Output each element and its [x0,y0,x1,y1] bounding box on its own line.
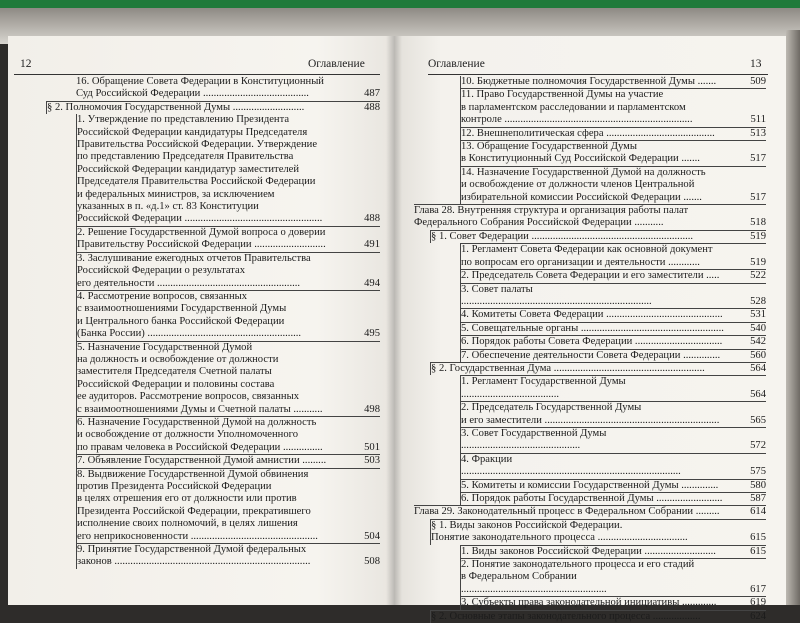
toc-entry-page: 614 [750,506,766,518]
toc-entry [76,454,380,467]
toc-entry [460,269,766,282]
toc-entry-title: 1. Виды законов Российской Федерации ........................... [461,545,716,557]
toc-entry-title: 1. Утверждение по представлению Президента Российской Федерации кандидатуры Председателя Правительства Российской Федерации. Утверждение по представлению Председателя Правительства Российской Федерации кандидатур заместителей Председателя Правительства Российской Федерации и федеральных министров, за исключением указанных в п. «д.1» ст. 83 Конституции Российской Федерации .................................................... [77,114,323,225]
book-right-edge [786,30,800,605]
toc-entry-title: 9. Принятие Государственной Думой федеральных законов .......................................................................... [77,544,311,568]
toc-entry-title: § 1. Виды законов Российской Федерации. Понятие законодательного процесса .................................. [431,519,688,544]
toc-entry [460,140,766,166]
toc-entry-page: 615 [750,532,766,544]
toc-entry [76,543,380,569]
toc-entry-page: 498 [364,403,380,415]
toc-entry-title: 11. Право Государственной Думы на участие в парламентском расследовании и парламентском контроле ....................................................................... [461,89,693,126]
toc-entry [76,114,380,226]
toc-entry-title: 3. Заслушивание ежегодных отчетов Правительства Российской Федерации о результатах его деятельности ...................................................... [77,252,311,289]
toc-entry-title: 3. Субъекты права законодательной инициативы ............. [461,597,717,609]
left-header-rule [14,74,380,75]
toc-entry-page: 540 [750,322,766,334]
toc-entry [430,362,766,375]
toc-entry-page: 528 [750,295,766,307]
toc-entry-title: 8. Выдвижение Государственной Думой обвинения против Президента Российской Федерации в целях отрешения его от должности или против Президента Российской Федерации, прекратившего исполнение своих полномочий, в целях лишения его неприкосновенности ................................................ [77,468,318,542]
toc-entry [460,308,766,321]
toc-entry-title: 14. Назначение Государственной Думой на должность и освобождение от должности членов Центральной избирательной комиссии Российской Федерации ....... [461,166,706,203]
toc-entry-title: 10. Бюджетные полномочия Государственной Думы ....... [461,76,717,87]
toc-entry [460,545,766,558]
toc-entry [460,283,766,309]
toc-entry-title: 3. Совет Государственной Думы ............................................. [461,427,607,452]
toc-entry-page: 564 [750,362,766,374]
toc-entry-title: § 1. Совет Федерации ............................................................. [431,230,694,242]
toc-entry-title: 7. Обеспечение деятельности Совета Федерации .............. [461,349,721,361]
toc-entry-page: 617 [750,583,766,595]
toc-entry-title: 2. Председатель Государственной Думы и его заместители .................................................................. [461,402,720,426]
left-running-head: Оглавление [308,58,365,70]
toc-entry-page: 487 [364,88,380,100]
toc-entry [460,322,766,335]
toc-entry-page: 501 [364,441,380,453]
toc-entry-page: 575 [750,466,766,478]
toc-entry [460,492,766,505]
toc-entry-page: 519 [750,256,766,268]
toc-entry-page: 572 [750,440,766,452]
toc-entry-page: 619 [750,597,766,609]
toc-entry [460,375,766,401]
toc-entry-page: 542 [750,336,766,348]
toc-entry-page: 531 [750,309,766,321]
toc-entry [460,166,766,204]
toc-entry-page: 517 [750,153,766,165]
toc-entry-title: 13. Обращение Государственной Думы в Конституционный Суд Российской Федерации ....... [461,141,700,165]
toc-entry-page: 580 [750,479,766,491]
toc-entry-page: 565 [750,414,766,426]
toc-entry [460,453,766,479]
toc-entry-page: 615 [750,545,766,557]
toc-entry [76,252,380,290]
toc-entry-page: 519 [750,230,766,242]
toc-entry [430,519,766,545]
toc-entry [414,204,766,230]
toc-entry-page: 518 [750,217,766,229]
toc-entry-page: 488 [364,101,380,113]
toc-entry [430,610,766,623]
toc-entry [460,335,766,348]
toc-entry-page: 522 [750,270,766,282]
toc-entry-page: 513 [750,127,766,139]
toc-entry [460,558,766,596]
toc-entry-title: 4. Фракции ................................................................................... [461,453,681,478]
toc-entry-page: 488 [364,213,380,225]
left-toc-list [8,76,380,569]
toc-entry [76,76,380,101]
toc-entry-page: 517 [750,191,766,203]
toc-entry-title: Глава 29. Законодательный процесс в Федеральном Собрании ......... [414,506,720,518]
toc-entry [460,349,766,362]
toc-entry-page: 504 [364,530,380,542]
toc-entry-title: 4. Комитеты Совета Федерации ............................................ [461,309,723,321]
toc-entry-page: 587 [750,493,766,504]
toc-entry [460,401,766,427]
right-running-head: Оглавление [428,58,485,70]
toc-entry-title: § 2. Полномочия Государственной Думы ........................... [47,101,305,113]
toc-entry [76,341,380,416]
toc-entry-title: 2. Председатель Совета Федерации и его заместители ..... [461,270,720,282]
toc-entry-page: 560 [750,349,766,361]
toc-entry-page: 495 [364,328,380,340]
toc-entry-title: 1. Регламент Государственной Думы ..................................... [461,376,626,400]
toc-entry-title: 12. Внешнеполитическая сфера ......................................... [461,127,715,139]
toc-entry [460,88,766,126]
toc-entry [414,505,766,518]
toc-entry [76,468,380,543]
toc-entry [460,479,766,492]
toc-entry [76,226,380,252]
right-page [394,36,786,622]
toc-entry-page: 494 [364,277,380,289]
toc-entry-page: 491 [364,239,380,251]
left-page-number: 12 [20,58,32,70]
toc-entry-title: 5. Комитеты и комиссии Государственной Думы .............. [461,479,719,491]
toc-entry-title: 3. Совет палаты ........................................................................ [461,283,652,307]
left-page [8,36,394,605]
toc-entry-title: 2. Решение Государственной Думой вопроса о доверии Правительству Российской Федерации ........................... [77,226,326,251]
toc-entry [460,427,766,453]
toc-entry [46,101,380,114]
toc-entry [460,76,766,88]
book-spine-shadow [386,36,402,605]
toc-entry [460,243,766,269]
toc-entry [76,416,380,454]
toc-entry-page: 624 [750,610,766,622]
toc-entry-title: 6. Порядок работы Государственной Думы ......................... [461,493,723,504]
toc-entry-title: 6. Порядок работы Совета Федерации ................................. [461,336,723,348]
right-toc-list [394,76,766,623]
toc-entry-page: 503 [364,455,380,467]
toc-entry-title: 5. Назначение Государственной Думой на должность и освобождение от должности заместителя Председателя Счетной палаты Российской Федерации и половины состава ее аудиторов. Рассмотрение вопросов, связанных с взаимоотношениями Думы и Счетной палаты ........... [77,341,323,415]
toc-entry-title: 7. Объявление Государственной Думой амнистии ......... [77,455,327,467]
toc-entry-title: 2. Понятие законодательного процесса и его стадий в Федеральном Собрании ....................................................... [461,559,695,595]
toc-entry-title: Глава 28. Внутренняя структура и организация работы палат Федерального Собрания Российской Федерации ........... [414,205,689,229]
toc-entry [430,230,766,243]
toc-entry-title: 6. Назначение Государственной Думой на должность и освобождение от должности Уполномоченного по правам человека в Российской Федерации ............... [77,416,323,453]
toc-entry-page: 509 [750,76,766,87]
toc-entry [460,596,766,609]
toc-entry [76,290,380,341]
toc-entry-title: 16. Обращение Совета Федерации в Конституционный Суд Российской Федерации ........................................ [76,76,324,100]
toc-entry [460,127,766,140]
toc-entry-page: 511 [750,114,766,126]
right-header-rule [428,74,768,75]
toc-entry-title: 4. Рассмотрение вопросов, связанных с взаимоотношениями Государственной Думы и Центрального банка Российской Федерации (Банка России) .......................................................... [77,290,302,340]
toc-entry-title: 5. Совещательные органы ...................................................... [461,322,724,334]
toc-entry-page: 508 [364,556,380,568]
right-page-number: 13 [750,58,762,70]
toc-entry-title: 1. Регламент Совета Федерации как основной документ по вопросам его организации и деятельности ............ [461,244,713,268]
toc-entry-title: § 2. Основные этапы законодательного процесса .................. [431,610,701,622]
toc-entry-title: § 2. Государственная Дума ......................................................... [431,362,705,374]
toc-entry-page: 564 [750,388,766,400]
